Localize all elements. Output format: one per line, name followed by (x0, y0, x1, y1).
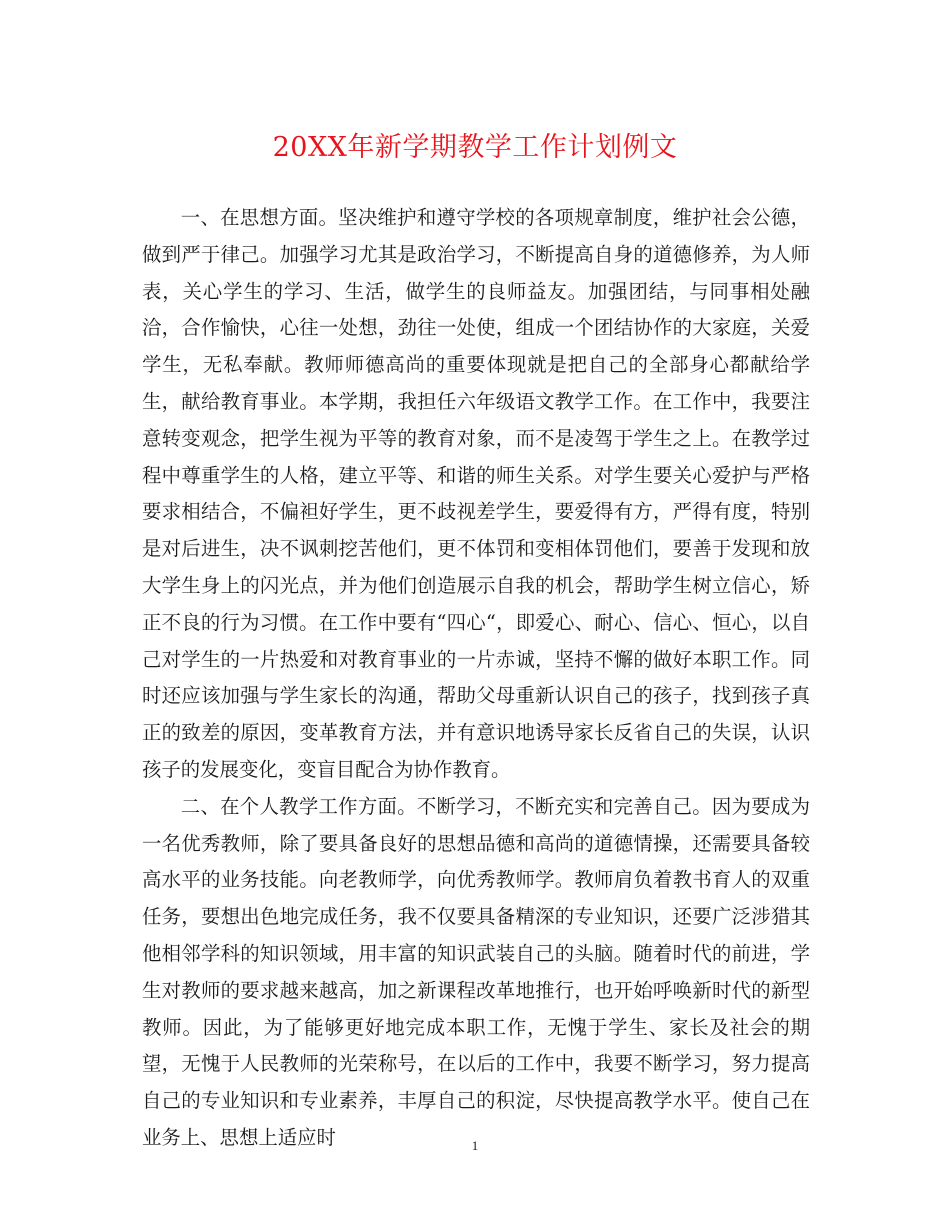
document-title: 20XX年新学期教学工作计划例文 (272, 132, 678, 163)
page-number: 1 (471, 1138, 479, 1153)
paragraph-ideology: 一、在思想方面。坚决维护和遵守学校的各项规章制度，维护社会公德，做到严于律己。加强学习尤其是政治学习，不断提高自身的道德修养，为人师表，关心学生的学习、生活，做学生的良师益友。加强团结，与同事相处融洽，合作愉快，心往一处想，劲往一处使，组成一个团结协作的大家庭，关爱学生，无私奉献。教师师德高尚的重要体现就是把自己的全部身心都献给学生，献给教育事业。本学期，我担任六年级语文教学工作。在工作中，我要注意转变观念，把学生视为平等的教育对象，而不是凌驾于学生之上。在教学过程中尊重学生的人格，建立平等、和谐的师生关系。对学生要关心爱护与严格要求相结合，不偏袒好学生，更不歧视差学生，要爱得有方，严得有度，特别是对后进生，决不讽刺挖苦他们，更不体罚和变相体罚他们，要善于发现和放大学生身上的闪光点，并为他们创造展示自我的机会，帮助学生树立信心，矫正不良的行为习惯。在工作中要有“四心“，即爱心、耐心、信心、恒心，以自己对学生的一片热爱和对教育事业的一片赤诚，坚持不懈的做好本职工作。同时还应该加强与学生家长的沟通，帮助父母重新认识自己的孩子，找到孩子真正的致差的原因，变革教育方法，并有意识地诱导家长反省自己的失误，认识孩子的发展变化，变盲目配合为协作教育。 (142, 206, 810, 781)
document-body (142, 200, 810, 1157)
paragraph-personal-teaching: 二、在个人教学工作方面。不断学习，不断充实和完善自己。因为要成为一名优秀教师，除了要具备良好的思想品德和高尚的道德情操，还需要具备较高水平的业务技能。向老教师学，向优秀教师学。教师肩负着教书育人的双重任务，要想出色地完成任务，我不仅要具备精深的专业知识，还要广泛涉猎其他相邻学科的知识领域，用丰富的知识武装自己的头脑。随着时代的前进，学生对教师的要求越来越高，加之新课程改革地推行，也开始呼唤新时代的新型教师。因此，为了能够更好地完成本职工作，无愧于学生、家长及社会的期望，无愧于人民教师的光荣称号，在以后的工作中，我要不断学习，努力提高自己的专业知识和专业素养，丰厚自己的积淀，尽快提高教学水平。使自己在业务上、思想上适应时 (142, 794, 810, 1149)
